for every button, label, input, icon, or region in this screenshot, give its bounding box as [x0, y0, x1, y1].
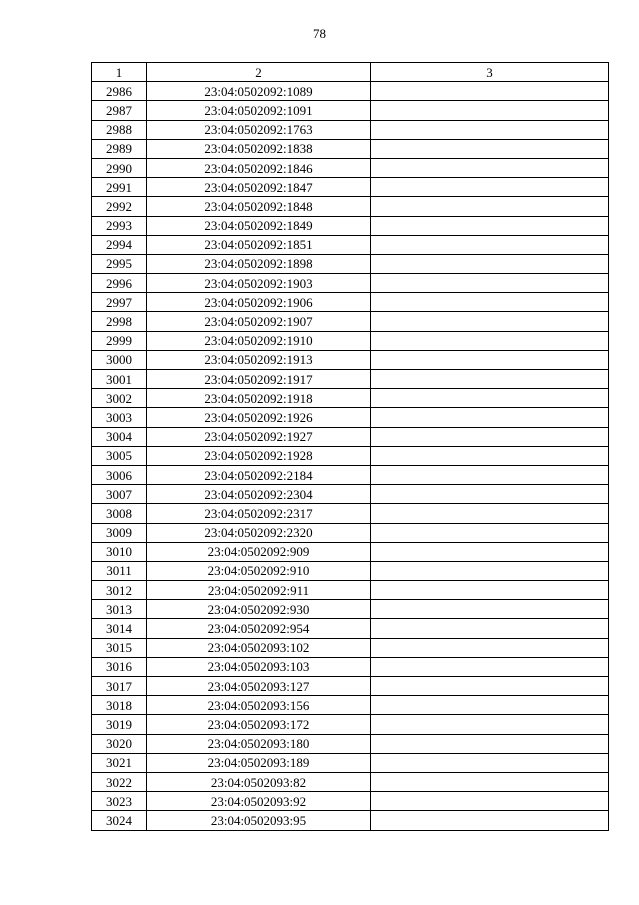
cadastral-number-cell: 23:04:0502093:82	[147, 772, 371, 791]
row-number-cell: 2996	[92, 274, 147, 293]
table-row	[92, 753, 609, 772]
note-cell	[371, 178, 609, 197]
row-number-cell: 3013	[92, 600, 147, 619]
page-number: 78	[313, 26, 326, 41]
cadastral-number-cell: 23:04:0502093:189	[147, 753, 371, 772]
row-number-cell: 2990	[92, 158, 147, 177]
note-cell	[371, 734, 609, 753]
note-cell	[371, 677, 609, 696]
table-row	[92, 734, 609, 753]
table-row	[92, 82, 609, 101]
row-number-cell: 2992	[92, 197, 147, 216]
cadastral-number-cell: 23:04:0502092:1847	[147, 178, 371, 197]
row-number-cell: 3021	[92, 753, 147, 772]
cadastral-number-cell: 23:04:0502092:910	[147, 561, 371, 580]
note-cell	[371, 82, 609, 101]
cadastral-number-cell: 23:04:0502092:1089	[147, 82, 371, 101]
note-cell	[371, 504, 609, 523]
note-cell	[371, 542, 609, 561]
table-body	[92, 82, 609, 830]
table-row	[92, 389, 609, 408]
row-number-cell: 2997	[92, 293, 147, 312]
cadastral-number-cell: 23:04:0502092:1846	[147, 158, 371, 177]
cadastral-number-cell: 23:04:0502092:1907	[147, 312, 371, 331]
note-cell	[371, 696, 609, 715]
cadastral-number-cell: 23:04:0502092:2317	[147, 504, 371, 523]
row-number-cell: 3010	[92, 542, 147, 561]
table-row	[92, 465, 609, 484]
table-row	[92, 120, 609, 139]
table-row	[92, 581, 609, 600]
note-cell	[371, 293, 609, 312]
cadastral-number-cell: 23:04:0502093:102	[147, 638, 371, 657]
note-cell	[371, 600, 609, 619]
note-cell	[371, 389, 609, 408]
note-cell	[371, 792, 609, 811]
row-number-cell: 3023	[92, 792, 147, 811]
table-row	[92, 254, 609, 273]
note-cell	[371, 216, 609, 235]
table-row	[92, 504, 609, 523]
note-cell	[371, 254, 609, 273]
cadastral-number-cell: 23:04:0502092:1928	[147, 446, 371, 465]
table-row	[92, 331, 609, 350]
row-number-cell: 3020	[92, 734, 147, 753]
table-row	[92, 523, 609, 542]
row-number-cell: 3015	[92, 638, 147, 657]
cadastral-number-cell: 23:04:0502092:930	[147, 600, 371, 619]
cadastral-number-cell: 23:04:0502092:2320	[147, 523, 371, 542]
cadastral-number-cell: 23:04:0502092:954	[147, 619, 371, 638]
row-number-cell: 3008	[92, 504, 147, 523]
note-cell	[371, 619, 609, 638]
cadastral-number-cell: 23:04:0502093:180	[147, 734, 371, 753]
table-row	[92, 235, 609, 254]
cadastral-number-cell: 23:04:0502092:1927	[147, 427, 371, 446]
row-number-cell: 3009	[92, 523, 147, 542]
table-row	[92, 715, 609, 734]
cadastral-number-cell: 23:04:0502092:1849	[147, 216, 371, 235]
note-cell	[371, 158, 609, 177]
note-cell	[371, 446, 609, 465]
cadastral-number-cell: 23:04:0502092:1091	[147, 101, 371, 120]
cadastral-number-cell: 23:04:0502093:92	[147, 792, 371, 811]
row-number-cell: 3005	[92, 446, 147, 465]
row-number-cell: 2998	[92, 312, 147, 331]
note-cell	[371, 274, 609, 293]
cadastral-number-cell: 23:04:0502092:911	[147, 581, 371, 600]
table-row	[92, 408, 609, 427]
row-number-cell: 3003	[92, 408, 147, 427]
table-row	[92, 139, 609, 158]
note-cell	[371, 350, 609, 369]
cadastral-number-cell: 23:04:0502092:1851	[147, 235, 371, 254]
note-cell	[371, 331, 609, 350]
note-cell	[371, 101, 609, 120]
table-row	[92, 350, 609, 369]
column-header-3: 3	[371, 63, 609, 82]
cadastral-number-cell: 23:04:0502092:2184	[147, 465, 371, 484]
table-row	[92, 293, 609, 312]
note-cell	[371, 715, 609, 734]
table-header-row	[92, 63, 609, 82]
table-row	[92, 274, 609, 293]
table-row	[92, 657, 609, 676]
row-number-cell: 3017	[92, 677, 147, 696]
row-number-cell: 3018	[92, 696, 147, 715]
note-cell	[371, 581, 609, 600]
cadastral-number-cell: 23:04:0502092:1898	[147, 254, 371, 273]
table-row	[92, 677, 609, 696]
cadastral-number-cell: 23:04:0502092:1913	[147, 350, 371, 369]
cadastral-number-cell: 23:04:0502092:1906	[147, 293, 371, 312]
row-number-cell: 2994	[92, 235, 147, 254]
table-row	[92, 696, 609, 715]
note-cell	[371, 465, 609, 484]
cadastral-table	[91, 62, 609, 831]
note-cell	[371, 370, 609, 389]
row-number-cell: 3007	[92, 485, 147, 504]
row-number-cell: 2987	[92, 101, 147, 120]
table-row	[92, 561, 609, 580]
row-number-cell: 2989	[92, 139, 147, 158]
column-header-2: 2	[147, 63, 371, 82]
row-number-cell: 3001	[92, 370, 147, 389]
note-cell	[371, 139, 609, 158]
row-number-cell: 3022	[92, 772, 147, 791]
table-row	[92, 427, 609, 446]
cadastral-number-cell: 23:04:0502092:909	[147, 542, 371, 561]
table-row	[92, 101, 609, 120]
note-cell	[371, 197, 609, 216]
table-row	[92, 216, 609, 235]
row-number-cell: 3011	[92, 561, 147, 580]
row-number-cell: 2993	[92, 216, 147, 235]
table-row	[92, 638, 609, 657]
cadastral-number-cell: 23:04:0502093:156	[147, 696, 371, 715]
row-number-cell: 3016	[92, 657, 147, 676]
table-row	[92, 772, 609, 791]
table-row	[92, 811, 609, 830]
table-row	[92, 158, 609, 177]
cadastral-number-cell: 23:04:0502092:1917	[147, 370, 371, 389]
note-cell	[371, 811, 609, 830]
cadastral-number-cell: 23:04:0502092:2304	[147, 485, 371, 504]
column-header-1: 1	[92, 63, 147, 82]
note-cell	[371, 120, 609, 139]
row-number-cell: 2999	[92, 331, 147, 350]
row-number-cell: 3002	[92, 389, 147, 408]
cadastral-number-cell: 23:04:0502093:127	[147, 677, 371, 696]
note-cell	[371, 312, 609, 331]
table-row	[92, 792, 609, 811]
note-cell	[371, 638, 609, 657]
cadastral-number-cell: 23:04:0502092:1903	[147, 274, 371, 293]
note-cell	[371, 427, 609, 446]
cadastral-number-cell: 23:04:0502092:1918	[147, 389, 371, 408]
row-number-cell: 2988	[92, 120, 147, 139]
cadastral-number-cell: 23:04:0502093:95	[147, 811, 371, 830]
table-row	[92, 312, 609, 331]
table-row	[92, 446, 609, 465]
table-row	[92, 485, 609, 504]
row-number-cell: 3019	[92, 715, 147, 734]
row-number-cell: 2986	[92, 82, 147, 101]
cadastral-number-cell: 23:04:0502093:103	[147, 657, 371, 676]
table-row	[92, 197, 609, 216]
cadastral-number-cell: 23:04:0502092:1926	[147, 408, 371, 427]
note-cell	[371, 235, 609, 254]
note-cell	[371, 485, 609, 504]
note-cell	[371, 772, 609, 791]
note-cell	[371, 408, 609, 427]
cadastral-number-cell: 23:04:0502092:1848	[147, 197, 371, 216]
note-cell	[371, 523, 609, 542]
row-number-cell: 3014	[92, 619, 147, 638]
row-number-cell: 2991	[92, 178, 147, 197]
row-number-cell: 3004	[92, 427, 147, 446]
table-row	[92, 370, 609, 389]
table-row	[92, 178, 609, 197]
table-row	[92, 619, 609, 638]
row-number-cell: 3000	[92, 350, 147, 369]
table-row	[92, 542, 609, 561]
cadastral-number-cell: 23:04:0502093:172	[147, 715, 371, 734]
note-cell	[371, 657, 609, 676]
table-row	[92, 600, 609, 619]
cadastral-number-cell: 23:04:0502092:1763	[147, 120, 371, 139]
note-cell	[371, 753, 609, 772]
row-number-cell: 3012	[92, 581, 147, 600]
note-cell	[371, 561, 609, 580]
row-number-cell: 3006	[92, 465, 147, 484]
cadastral-number-cell: 23:04:0502092:1838	[147, 139, 371, 158]
cadastral-number-cell: 23:04:0502092:1910	[147, 331, 371, 350]
row-number-cell: 2995	[92, 254, 147, 273]
row-number-cell: 3024	[92, 811, 147, 830]
